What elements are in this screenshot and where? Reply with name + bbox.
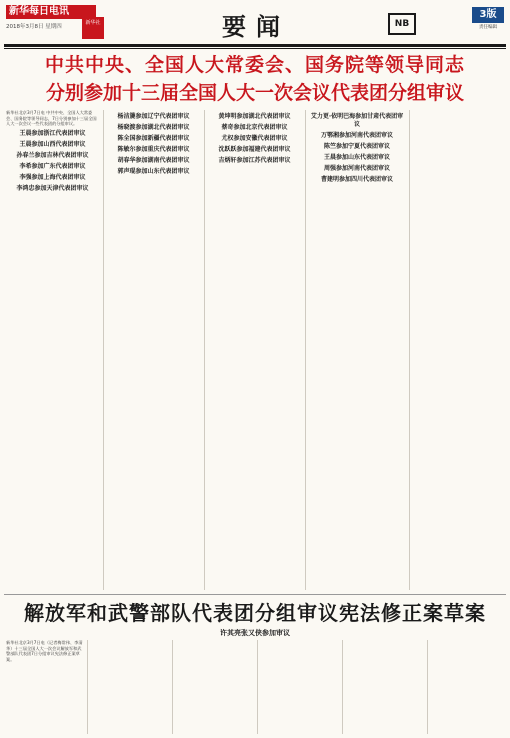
bottom-headline: 解放军和武警部队代表团分组审议宪法修正案草案 bbox=[24, 601, 486, 625]
bottom-column-4 bbox=[261, 640, 338, 734]
subheading: 黄坤明参加湖北代表团审议 bbox=[218, 113, 291, 120]
headline-line-2: 分别参加十三届全国人大一次会议代表团分组审议 bbox=[45, 82, 464, 104]
column-3 bbox=[208, 110, 301, 590]
bottom-subheadline: 许其亮张又侠参加审议 bbox=[220, 629, 290, 637]
column-5 bbox=[413, 110, 504, 590]
column-divider bbox=[409, 110, 410, 590]
subheading: 王晨参加山东代表团审议 bbox=[323, 154, 390, 161]
subheading: 杨洁篪参加辽宁代表团审议 bbox=[117, 113, 190, 120]
column-2 bbox=[107, 110, 200, 590]
column-1 bbox=[6, 110, 99, 590]
nb-logo: NB bbox=[388, 13, 416, 35]
subheading: 陈竺参加宁夏代表团审议 bbox=[323, 143, 390, 150]
column-divider bbox=[305, 110, 306, 590]
edition-editor: 责任编辑 bbox=[479, 25, 497, 30]
date-line: 2018年3月8日 星期四 bbox=[6, 24, 62, 30]
edition-box bbox=[472, 7, 504, 39]
subheading: 孙春兰参加吉林代表团审议 bbox=[16, 151, 89, 159]
subheading: 李强参加上海代表团审议 bbox=[19, 173, 86, 181]
masthead bbox=[4, 3, 506, 43]
bottom-article-columns bbox=[6, 640, 504, 734]
column-divider bbox=[342, 640, 343, 734]
subheading: 杨晓渡参加湖北代表团审议 bbox=[117, 124, 190, 131]
bottom-column-5 bbox=[346, 640, 423, 734]
column-divider bbox=[103, 110, 104, 590]
subheading: 李鸿忠参加天津代表团审议 bbox=[16, 184, 89, 192]
column-divider bbox=[172, 640, 173, 734]
masthead-rule-thin bbox=[4, 48, 506, 49]
subheading: 周强参加河南代表团审议 bbox=[323, 165, 390, 172]
subheading: 蔡奇参加北京代表团审议 bbox=[221, 124, 288, 131]
subheading: 陈敏尔参加重庆代表团审议 bbox=[117, 146, 190, 153]
main-headline bbox=[0, 52, 510, 106]
section-title: 要闻 bbox=[222, 12, 290, 41]
article-lead: 新华社北京3月7日电 中共中央、全国人大常委会、国务院等领导同志，7日分别参加十三届全国人大一次会议一些代表团的分组审议。 bbox=[6, 110, 97, 127]
headline-line-1: 中共中央、全国人大常委会、国务院等领导同志 bbox=[44, 54, 465, 76]
column-divider bbox=[204, 110, 205, 590]
subheading: 尤权参加安徽代表团审议 bbox=[221, 135, 288, 142]
bottom-column-6 bbox=[431, 640, 504, 734]
subheading: 万鄂湘参加河南代表团审议 bbox=[320, 132, 393, 139]
subheading: 郭声琨参加山东代表团审议 bbox=[117, 168, 190, 175]
subheading: 王晨参加浙江代表团审议 bbox=[19, 129, 86, 137]
column-4 bbox=[309, 110, 405, 590]
column-divider bbox=[87, 640, 88, 734]
subheading: 沈跃跃参加福建代表团审议 bbox=[218, 146, 291, 153]
subheading: 陈全国参加新疆代表团审议 bbox=[117, 135, 190, 142]
bottom-column-2 bbox=[91, 640, 168, 734]
xinhua-logo: 新华社 bbox=[82, 17, 104, 39]
subheading: 胡春华参加湖南代表团审议 bbox=[117, 157, 190, 164]
masthead-rule-thick bbox=[4, 44, 506, 47]
column-divider bbox=[427, 640, 428, 734]
subheading: 李希参加广东代表团审议 bbox=[19, 162, 86, 170]
newspaper-name: 新华每日电讯 bbox=[6, 5, 96, 19]
column-divider bbox=[257, 640, 258, 734]
subheading: 王晨参加山西代表团审议 bbox=[19, 140, 86, 148]
bottom-article-lead: 新华社北京3月7日电（记者梅常伟、李清华）十三届全国人大一次会议解放军和武警部队代表团7日分组审议宪法修正案草案。 bbox=[6, 640, 83, 662]
bottom-column-3 bbox=[176, 640, 253, 734]
subheading: 艾力更·依明巴海参加甘肃代表团审议 bbox=[310, 113, 404, 128]
article-columns bbox=[6, 110, 504, 590]
subheading: 曹建明参加四川代表团审议 bbox=[320, 176, 393, 183]
section-divider bbox=[4, 594, 506, 595]
bottom-column-1 bbox=[6, 640, 83, 734]
subheading: 吉炳轩参加江苏代表团审议 bbox=[218, 157, 291, 164]
edition-number: 3版 bbox=[472, 7, 504, 23]
